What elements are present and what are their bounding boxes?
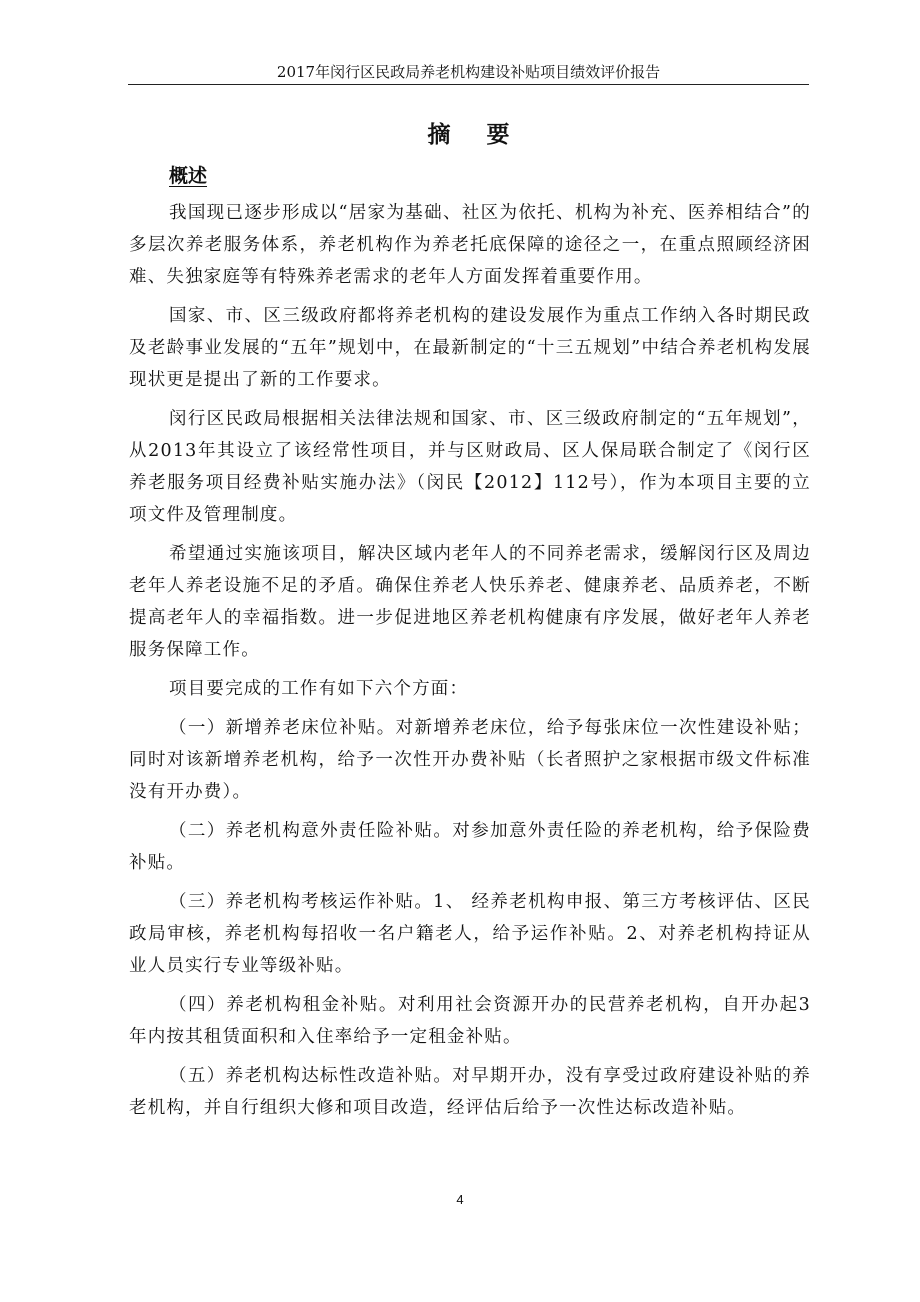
paragraph: 国家、市、区三级政府都将养老机构的建设发展作为重点工作纳入各时期民政及老龄事业发展的“五年”规划中，在最新制定的“十三五规划”中结合养老机构发展现状更是提出了新的工作要求。 (129, 306, 811, 390)
list-item: （五）养老机构达标性改造补贴。对早期开办，没有享受过政府建设补贴的养老机构，并自行组织大修和项目改造，经评估后给予一次性达标改造补贴。 (129, 1066, 811, 1118)
running-header: 2017年闵行区民政局养老机构建设补贴项目绩效评价报告 (276, 63, 661, 81)
page-title: 摘 要 (427, 121, 524, 148)
page-number: 4 (456, 1192, 464, 1207)
header-rule (128, 84, 809, 85)
list-item: （一）新增养老床位补贴。对新增养老床位，给予每张床位一次性建设补贴；同时对该新增养老机构，给予一次性开办费补贴（长者照护之家根据市级文件标准没有开办费）。 (129, 718, 811, 802)
paragraph: 希望通过实施该项目，解决区域内老年人的不同养老需求，缓解闵行区及周边老年人养老设施不足的矛盾。确保住养老人快乐养老、健康养老、品质养老，不断提高老年人的幸福指数。进一步促进地区养老机构健康有序发展，做好老年人养老服务保障工作。 (129, 544, 811, 660)
paragraph: 项目要完成的工作有如下六个方面： (169, 679, 469, 699)
list-item: （四）养老机构租金补贴。对利用社会资源开办的民营养老机构，自开办起3年内按其租赁面积和入住率给予一定租金补贴。 (129, 995, 811, 1047)
paragraph: 我国现已逐步形成以“居家为基础、社区为依托、机构为补充、医养相结合”的多层次养老服务体系，养老机构作为养老托底保障的途径之一，在重点照顾经济困难、失独家庭等有特殊养老需求的老年人方面发挥着重要作用。 (129, 203, 811, 287)
section-heading-overview: 概述 (169, 165, 208, 187)
paragraph: 闵行区民政局根据相关法律法规和国家、市、区三级政府制定的“五年规划”，从2013年其设立了该经常性项目，并与区财政局、区人保局联合制定了《闵行区养老服务项目经费补贴实施办法》（闵民【2012】112号），作为本项目主要的立项文件及管理制度。 (129, 409, 811, 525)
list-item: （二）养老机构意外责任险补贴。对参加意外责任险的养老机构，给予保险费补贴。 (129, 821, 811, 873)
list-item: （三）养老机构考核运作补贴。1、 经养老机构申报、第三方考核评估、区民政局审核，养老机构每招收一名户籍老人，给予运作补贴。2、对养老机构持证从业人员实行专业等级补贴。 (129, 892, 811, 976)
document-body (129, 161, 811, 1124)
